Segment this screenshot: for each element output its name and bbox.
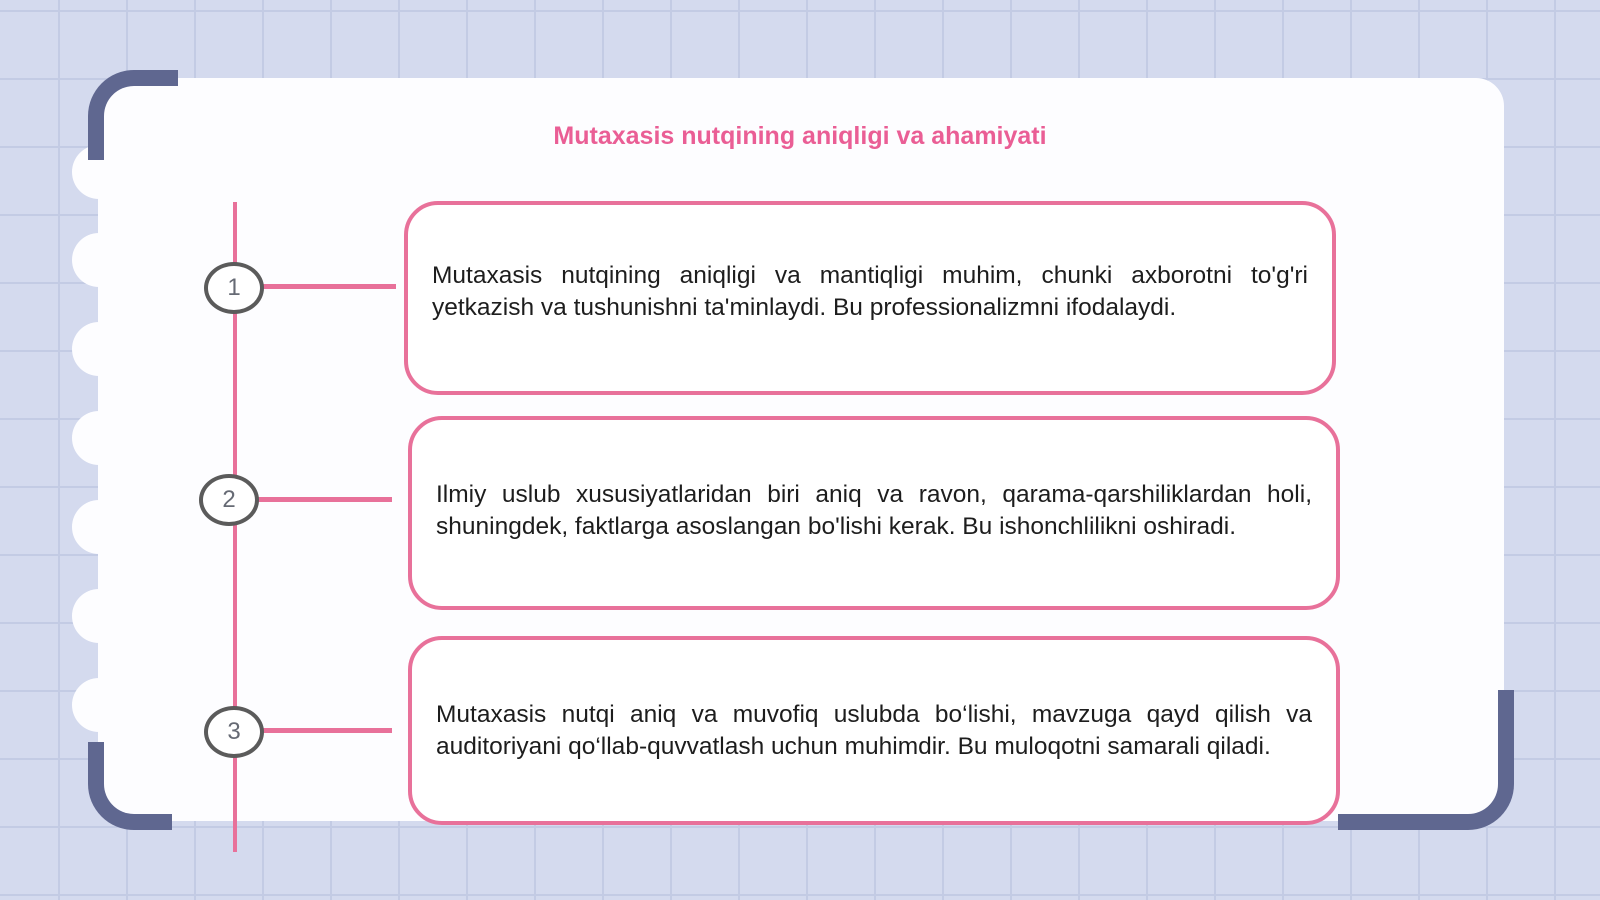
point-box-2 <box>408 416 1340 610</box>
corner-bracket-top-left <box>88 70 178 160</box>
card-edge-scallop <box>72 500 126 554</box>
connector-1 <box>262 284 396 289</box>
card-edge-scallop <box>72 678 126 732</box>
step-number-3: 3 <box>204 706 264 758</box>
connector-3 <box>262 728 392 733</box>
corner-bracket-bottom-left <box>88 742 172 830</box>
slide-title: Mutaxasis nutqining aniqligi va ahamiyati <box>553 122 1047 150</box>
card-edge-scallop <box>72 322 126 376</box>
corner-bracket-bottom-right <box>1338 690 1514 830</box>
point-text-1: Mutaxasis nutqining aniqligi va mantiqligi muhim, chunki axborotni to'g'ri yetkazish va tushunishni ta'minlaydi. Bu professionalizmni ifodalaydi. <box>432 262 1308 321</box>
point-text-3: Mutaxasis nutqi aniq va muvofiq uslubda bo‘lishi, mavzuga qayd qilish va auditoriyani qo‘llab-quvvatlash uchun muhimdir. Bu muloqotni samarali qiladi. <box>436 700 1312 760</box>
card-edge-scallop <box>72 589 126 643</box>
point-box-3 <box>408 636 1340 825</box>
point-box-1 <box>404 201 1336 395</box>
card-edge-scallop <box>72 411 126 465</box>
step-number-2: 2 <box>199 474 259 526</box>
connector-2 <box>258 497 392 502</box>
card-edge-scallop <box>72 233 126 287</box>
step-number-1: 1 <box>204 262 264 314</box>
point-text-2: Ilmiy uslub xususiyatlaridan biri aniq va ravon, qarama-qarshiliklardan holi, shuningdek, faktlarga asoslangan bo'lishi kerak. Bu ishonchlilikni oshiradi. <box>436 481 1312 540</box>
